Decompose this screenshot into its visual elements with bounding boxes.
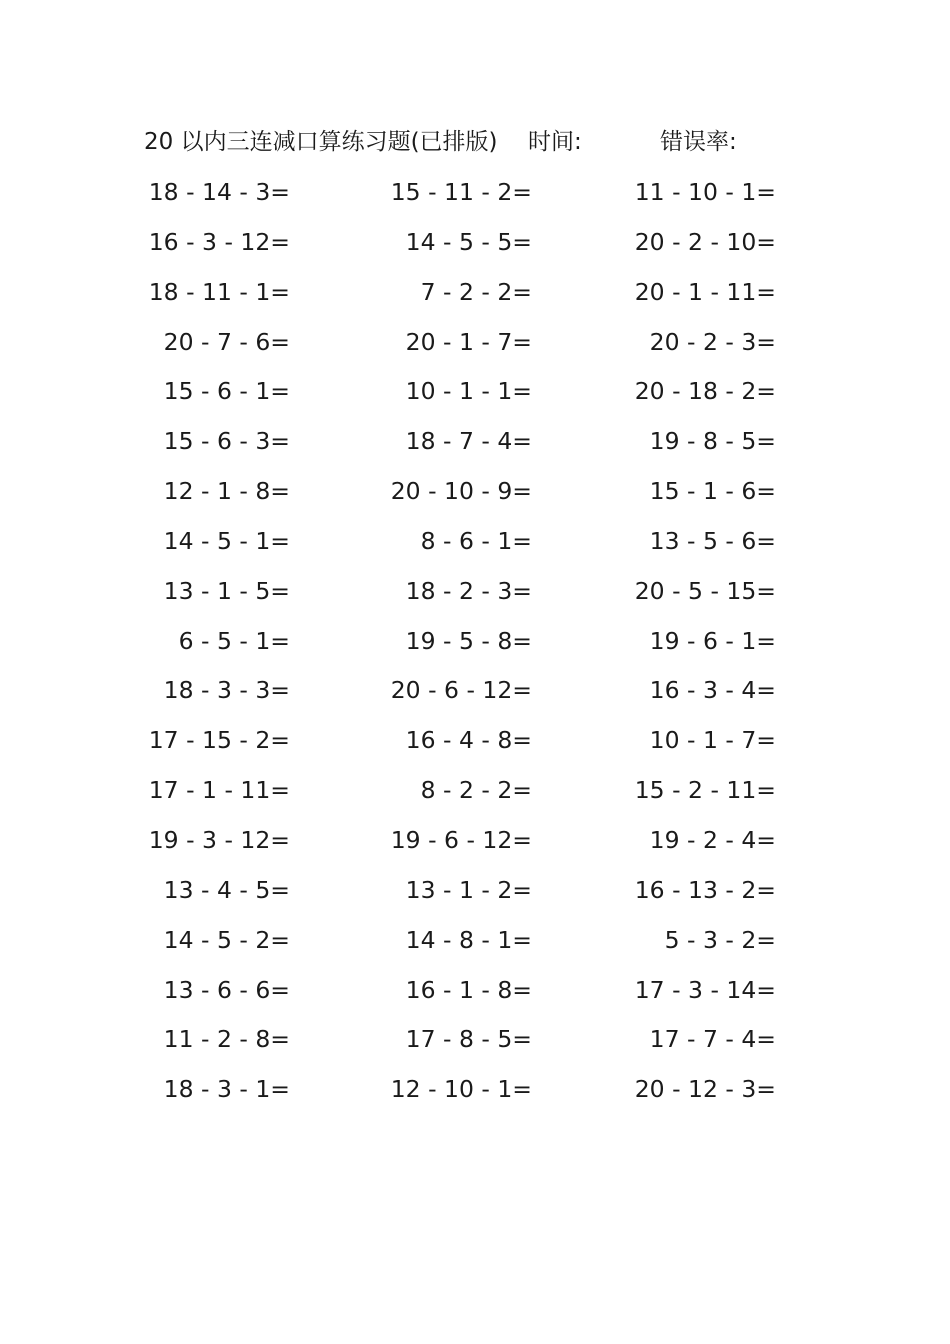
worksheet-header [144,124,804,160]
problem-row [0,322,950,372]
problem-cell: 14 - 5 - 5= [405,227,532,256]
problem-row [0,720,950,770]
problem-cell: 6 - 5 - 1= [178,626,290,655]
worksheet-title: 20 以内三连减口算练习题(已排版) [144,129,498,155]
problem-cell: 5 - 3 - 2= [664,925,776,954]
problem-cell: 16 - 3 - 4= [649,676,776,705]
problem-cell: 17 - 3 - 14= [634,975,776,1004]
problem-cell: 18 - 3 - 1= [163,1075,290,1104]
problem-cell: 19 - 8 - 5= [649,427,776,456]
problem-cell: 18 - 3 - 3= [163,676,290,705]
problem-cell: 17 - 15 - 2= [148,726,290,755]
problem-grid [0,172,950,1119]
problem-cell: 8 - 2 - 2= [420,776,532,805]
problem-row [0,770,950,820]
error-rate-label: 错误率: [660,129,737,155]
problem-cell: 20 - 2 - 10= [634,227,776,256]
problem-row [0,172,950,222]
problem-cell: 19 - 5 - 8= [405,626,532,655]
problem-cell: 20 - 10 - 9= [390,477,532,506]
problem-cell: 16 - 4 - 8= [405,726,532,755]
problem-cell: 17 - 8 - 5= [405,1025,532,1054]
problem-row [0,970,950,1020]
problem-row [0,521,950,571]
problem-cell: 20 - 1 - 11= [634,277,776,306]
problem-cell: 20 - 5 - 15= [634,576,776,605]
problem-cell: 12 - 10 - 1= [390,1075,532,1104]
problem-cell: 20 - 12 - 3= [634,1075,776,1104]
problem-cell: 15 - 6 - 3= [163,427,290,456]
problem-cell: 13 - 5 - 6= [649,526,776,555]
problem-row [0,670,950,720]
problem-cell: 16 - 3 - 12= [148,227,290,256]
problem-cell: 17 - 7 - 4= [649,1025,776,1054]
problem-cell: 19 - 2 - 4= [649,825,776,854]
problem-cell: 15 - 6 - 1= [163,377,290,406]
problem-cell: 13 - 6 - 6= [163,975,290,1004]
problem-row [0,222,950,272]
problem-cell: 7 - 2 - 2= [420,277,532,306]
problem-cell: 16 - 13 - 2= [634,875,776,904]
problem-cell: 15 - 1 - 6= [649,477,776,506]
problem-cell: 18 - 2 - 3= [405,576,532,605]
problem-cell: 14 - 5 - 2= [163,925,290,954]
problem-cell: 19 - 6 - 12= [390,825,532,854]
problem-cell: 12 - 1 - 8= [163,477,290,506]
problem-row [0,371,950,421]
problem-cell: 13 - 1 - 5= [163,576,290,605]
problem-row [0,820,950,870]
problem-cell: 18 - 7 - 4= [405,427,532,456]
problem-row [0,1019,950,1069]
problem-cell: 20 - 7 - 6= [163,327,290,356]
problem-cell: 15 - 2 - 11= [634,776,776,805]
problem-cell: 13 - 1 - 2= [405,875,532,904]
problem-cell: 19 - 3 - 12= [148,825,290,854]
problem-cell: 16 - 1 - 8= [405,975,532,1004]
problem-cell: 17 - 1 - 11= [148,776,290,805]
problem-row [0,1069,950,1119]
problem-cell: 20 - 1 - 7= [405,327,532,356]
problem-cell: 10 - 1 - 7= [649,726,776,755]
problem-row [0,621,950,671]
problem-cell: 19 - 6 - 1= [649,626,776,655]
problem-cell: 20 - 2 - 3= [649,327,776,356]
problem-cell: 15 - 11 - 2= [390,178,532,206]
problem-row [0,421,950,471]
problem-cell: 18 - 14 - 3= [148,178,290,206]
problem-row [0,920,950,970]
problem-row [0,272,950,322]
problem-cell: 11 - 10 - 1= [634,178,776,206]
problem-cell: 11 - 2 - 8= [163,1025,290,1054]
time-label: 时间: [528,129,582,155]
problem-cell: 13 - 4 - 5= [163,875,290,904]
problem-row [0,471,950,521]
problem-cell: 20 - 18 - 2= [634,377,776,406]
problem-row [0,571,950,621]
problem-cell: 10 - 1 - 1= [405,377,532,406]
problem-cell: 8 - 6 - 1= [420,526,532,555]
problem-cell: 18 - 11 - 1= [148,277,290,306]
problem-cell: 14 - 8 - 1= [405,925,532,954]
problem-cell: 14 - 5 - 1= [163,526,290,555]
problem-cell: 20 - 6 - 12= [390,676,532,705]
problem-row [0,870,950,920]
